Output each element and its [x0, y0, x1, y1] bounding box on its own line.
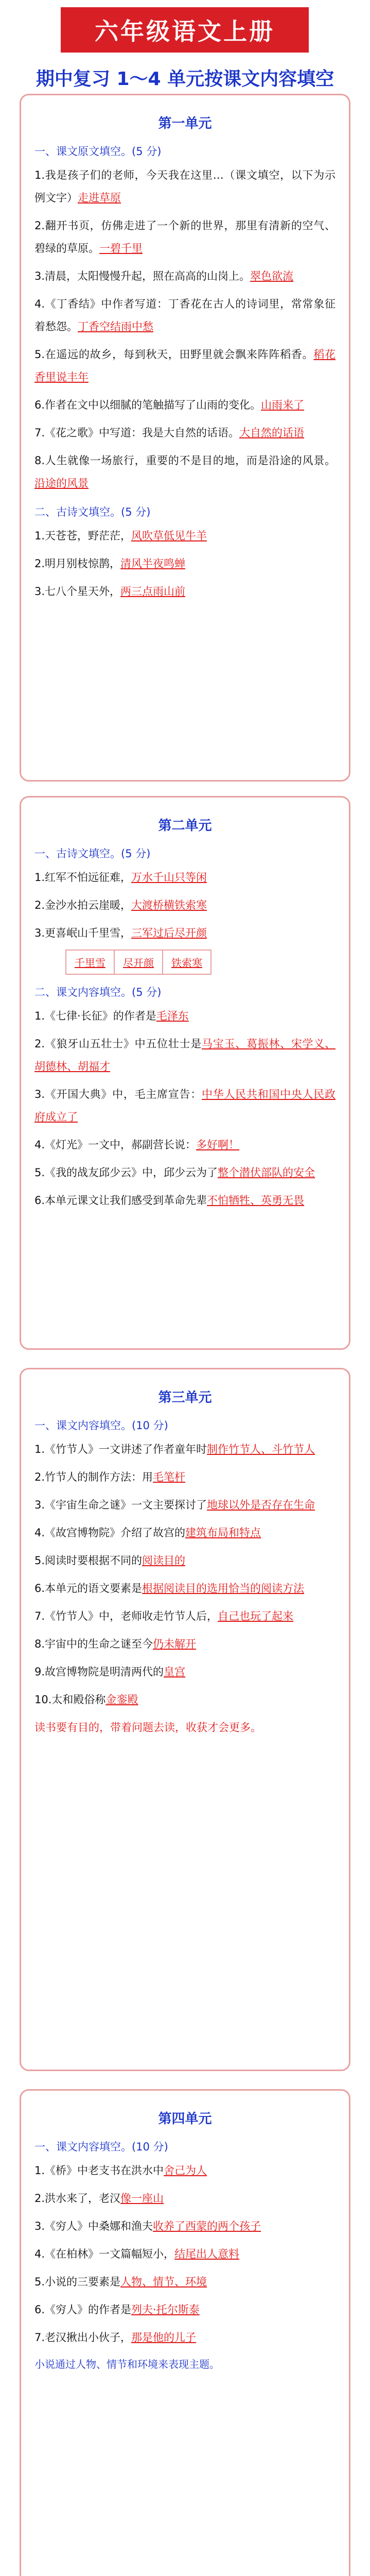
unit2-title: 第二单元 — [158, 818, 212, 834]
unit4-q6: 6.《穷人》的作者是列夫·托尔斯泰 — [34, 2303, 200, 2316]
unit4-q4: 4.《在柏林》一文篇幅短小，结尾出人意料 — [34, 2248, 240, 2260]
unit1-p2: 2.明月别枝惊鹊，清风半夜鸣蝉 — [34, 557, 186, 570]
unit3-q8: 8.宇宙中的生命之谜至今仍未解开 — [34, 1638, 197, 1650]
unit3-q2: 2.竹节人的制作方法：用毛笔杆 — [34, 1471, 186, 1483]
unit1-title: 第一单元 — [158, 116, 212, 131]
unit4-q2: 2.洪水来了，老汉像一座山 — [34, 2192, 164, 2205]
unit3-q3: 3.《宇宙生命之谜》一文主要探讨了地球以外是否存在生命 — [34, 1499, 315, 1511]
unit1-q8: 8.人生就像一场旅行，重要的不是目的地，而是沿途的风景。沿途的风景 — [34, 454, 336, 489]
unit3-q10: 10.太和殿俗称金銮殿 — [34, 1693, 138, 1706]
unit2-section1: 一、古诗文填空。(5 分) — [34, 848, 151, 860]
page-title: 六年级语文上册 — [61, 7, 309, 53]
unit2-table-cell: 铁索寒 — [163, 950, 211, 974]
unit2-section2: 二、课文内容填空。(5 分) — [34, 986, 162, 998]
unit1-section2: 二、古诗文填空。(5 分) — [34, 506, 151, 518]
unit2-p1: 1.红军不怕远征难，万水千山只等闲 — [34, 871, 207, 884]
unit2-card — [20, 796, 350, 1350]
unit3-q4: 4.《故宫博物院》介绍了故宫的建筑布局和特点 — [34, 1527, 261, 1539]
unit4-q3: 3.《穷人》中桑娜和渔夫收养了西蒙的两个孩子 — [34, 2220, 261, 2232]
unit4-note: 小说通过人物、情节和环境来表现主题。 — [34, 2358, 220, 2370]
unit2-q1: 1.《七律·长征》的作者是毛泽东 — [34, 1010, 189, 1022]
unit2-q2: 2.《狼牙山五壮士》中五位壮士是马宝玉、葛振林、宋学义、胡德林、胡福才 — [34, 1038, 336, 1073]
unit2-q6: 6.本单元课文让我们感受到革命先辈不怕牺牲、英勇无畏 — [34, 1194, 305, 1207]
unit1-q7: 7.《花之歌》中写道：我是大自然的话语。大自然的话语 — [34, 427, 305, 439]
unit4-card — [20, 2089, 350, 2576]
unit2-q5: 5.《我的战友邱少云》中，邱少云为了整个潜伏部队的安全 — [34, 1166, 315, 1179]
unit3-section1: 一、课文内容填空。(10 分) — [34, 1419, 168, 1432]
unit3-card — [20, 1368, 350, 2071]
unit2-p2: 2.金沙水拍云崖暖，大渡桥横铁索寒 — [34, 899, 207, 911]
unit3-note: 读书要有目的，带着问题去读，收获才会更多。 — [34, 1721, 261, 1734]
unit1-p1: 1.天苍苍，野茫茫，风吹草低见牛羊 — [34, 530, 207, 542]
unit1-q6: 6.作者在文中以细腻的笔触描写了山雨的变化。山雨来了 — [34, 399, 305, 411]
unit4-q1: 1.《桥》中老支书在洪水中舍己为人 — [34, 2164, 207, 2177]
unit4-q5: 5.小说的三要素是人物、情节、环境 — [34, 2276, 207, 2288]
unit4-q7: 7.老汉揪出小伙子，那是他的儿子 — [34, 2331, 197, 2344]
unit2-q4: 4.《灯光》一文中，郝副营长说：多好啊！ — [34, 1139, 240, 1151]
unit3-q1: 1.《竹节人》一文讲述了作者童年时制作竹节人、斗竹节人 — [34, 1443, 315, 1455]
unit2-answer-table — [65, 950, 212, 975]
unit4-title: 第四单元 — [158, 2111, 212, 2127]
unit1-q3: 3.清晨，太阳慢慢升起，照在高高的山岗上。翠色欲流 — [34, 270, 294, 282]
unit1-q1: 1.我是孩子们的老师，今天我在这里…（课文填空，以下为示例文字）走进草原 — [34, 169, 336, 204]
unit2-table-cell: 尽开颜 — [114, 950, 163, 974]
unit1-q4: 4.《丁香结》中作者写道：丁香花在古人的诗词里，常常象征着愁怨。丁香空结雨中愁 — [34, 298, 336, 333]
unit1-q5: 5.在遥远的故乡，每到秋天，田野里就会飘来阵阵稻香。稻花香里说丰年 — [34, 348, 336, 383]
unit1-q2: 2.翻开书页，仿佛走进了一个新的世界，那里有清新的空气、碧绿的草原。一碧千里 — [34, 219, 336, 255]
unit2-p3: 3.更喜岷山千里雪，三军过后尽开颜 — [34, 927, 207, 939]
page-subtitle: 期中复习 1～4 单元按课文内容填空 — [36, 69, 334, 90]
unit3-title: 第三单元 — [158, 1390, 212, 1405]
unit3-q5: 5.阅读时要根据不同的阅读目的 — [34, 1554, 186, 1567]
unit2-q3: 3.《开国大典》中，毛主席宣告：中华人民共和国中央人民政府成立了 — [34, 1088, 336, 1123]
unit3-q7: 7.《竹节人》中，老师收走竹节人后，自己也玩了起来 — [34, 1610, 294, 1622]
unit1-card — [20, 94, 350, 782]
unit4-section1: 一、课文内容填空。(10 分) — [34, 2141, 168, 2153]
unit2-table-cell: 千里雪 — [66, 950, 114, 974]
unit1-section1: 一、课文原文填空。(5 分) — [34, 145, 162, 158]
unit3-q6: 6.本单元的语文要素是根据阅读目的选用恰当的阅读方法 — [34, 1582, 305, 1595]
unit1-p3: 3.七八个星天外，两三点雨山前 — [34, 585, 186, 598]
unit3-q9: 9.故宫博物院是明清两代的皇宫 — [34, 1666, 186, 1678]
